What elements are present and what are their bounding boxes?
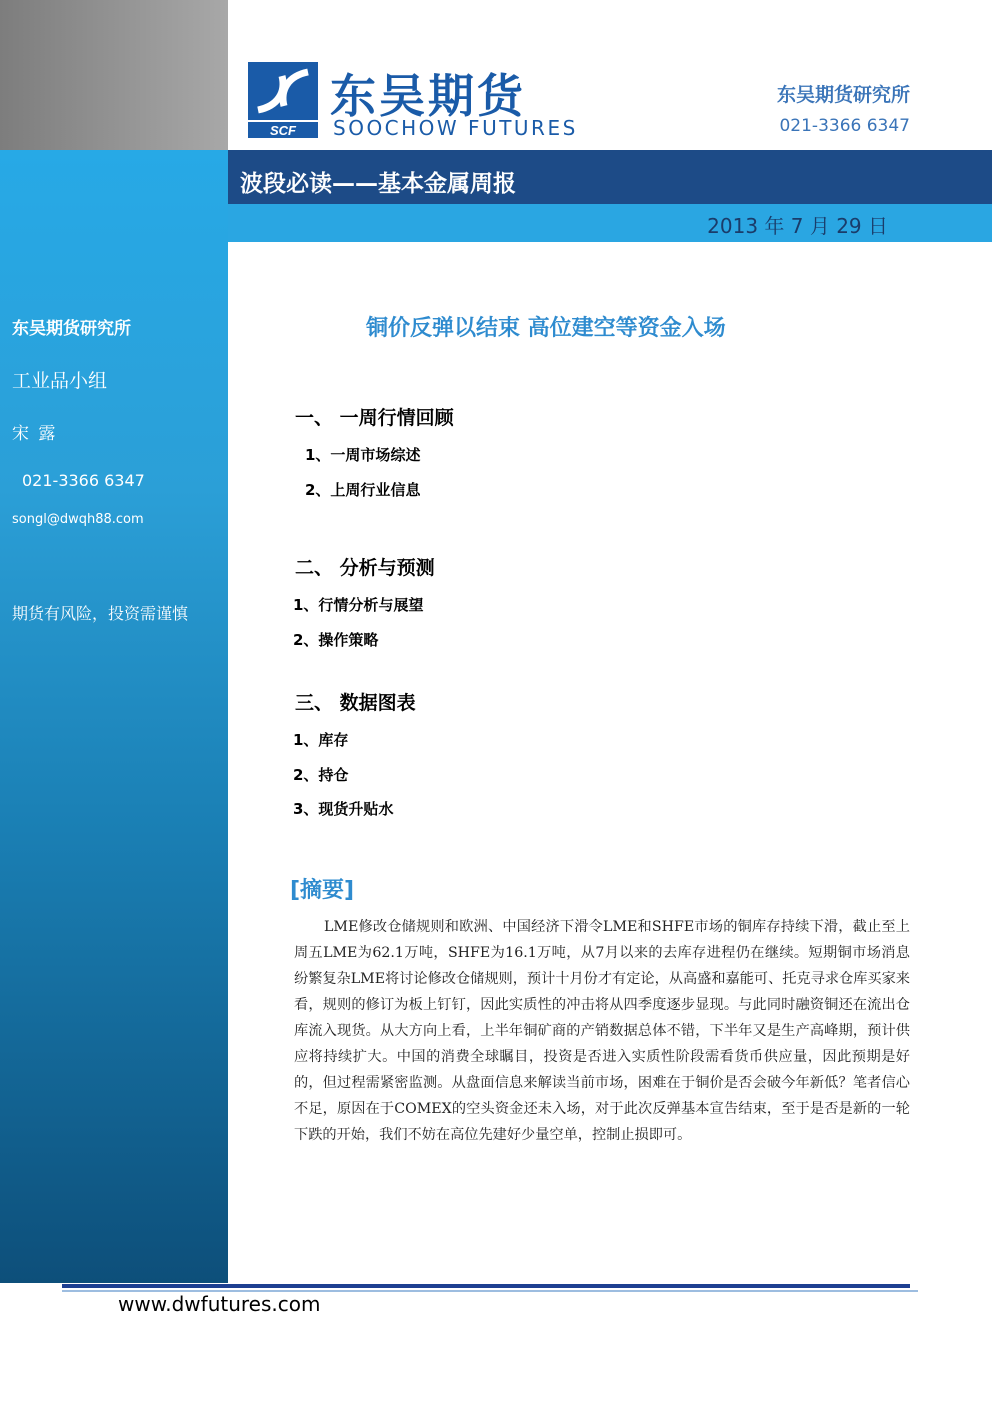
toc-item: 2、持仓 (293, 766, 349, 784)
sidebar-author: 宋 露 (12, 424, 58, 444)
sidebar-email[interactable]: songl@dwqh88.com (12, 512, 144, 527)
headline: 铜价反弹以结束 高位建空等资金入场 (366, 316, 726, 341)
abstract-body: LME修改仓储规则和欧洲、中国经济下滑令LME和SHFE市场的铜库存持续下滑，截止至上周五LME为62.1万吨，SHFE为16.1万吨，从7月以来的去库存进程仍在继续。短期铜市场消息纷繁复杂LME将讨论修改仓储规则，预计十月份才有定论，从高盛和嘉能可、托克寻求仓库买家来看，规则的修订为板上钉钉，因此实质性的冲击将从四季度逐步显现。与此同时融资铜还在流出仓库流入现货。从大方向上看，上半年铜矿商的产销数据总体不错，下半年又是生产高峰期，预计供应将持续扩大。中国的消费全球瞩目，投资是否进入实质性阶段需看货币供应量，因此预期是好的，但过程需紧密监测。从盘面信息来解读当前市场，困难在于铜价是否会破今年新低？笔者信心不足，原因在于COMEX的空头资金还未入场，对于此次反弹基本宣告结束，至于是否是新的一轮下跌的开始，我们不妨在高位先建好少量空单，控制止损即可。 (294, 919, 910, 1143)
toc-item: 1、一周市场综述 (305, 446, 421, 464)
abstract-heading: [摘要] (290, 878, 355, 903)
sidebar-phone: 021-3366 6347 (22, 471, 145, 490)
toc-item: 1、库存 (293, 731, 349, 749)
footer-divider (62, 1284, 910, 1288)
logo-english-name: SOOCHOW FUTURES (333, 116, 578, 140)
header-institute: 东吴期货研究所 (776, 84, 910, 106)
toc-item: 2、操作策略 (293, 631, 379, 649)
toc-section-1: 一、 一周行情回顾 (295, 407, 454, 429)
logo-chinese-name: 东吴期货 (330, 69, 526, 123)
header-gray-block (0, 0, 228, 150)
header-phone: 021-3366 6347 (779, 116, 910, 136)
toc-item: 1、行情分析与展望 (293, 596, 424, 614)
toc-item: 2、上周行业信息 (305, 481, 421, 499)
toc-item: 3、现货升贴水 (293, 800, 394, 818)
footer-website-link[interactable]: www.dwfutures.com (118, 1292, 321, 1316)
sidebar-group: 工业品小组 (12, 370, 108, 392)
report-title: 波段必读——基本金属周报 (240, 171, 516, 197)
toc-section-3: 三、 数据图表 (295, 692, 416, 714)
toc-section-2: 二、 分析与预测 (295, 557, 435, 579)
report-date: 2013 年 7 月 29 日 (707, 214, 888, 238)
logo-mark-text: SCF (270, 123, 296, 138)
company-logo-icon (248, 62, 318, 138)
sidebar-risk-notice: 期货有风险，投资需谨慎 (12, 604, 189, 623)
sidebar-institute: 东吴期货研究所 (12, 319, 131, 339)
